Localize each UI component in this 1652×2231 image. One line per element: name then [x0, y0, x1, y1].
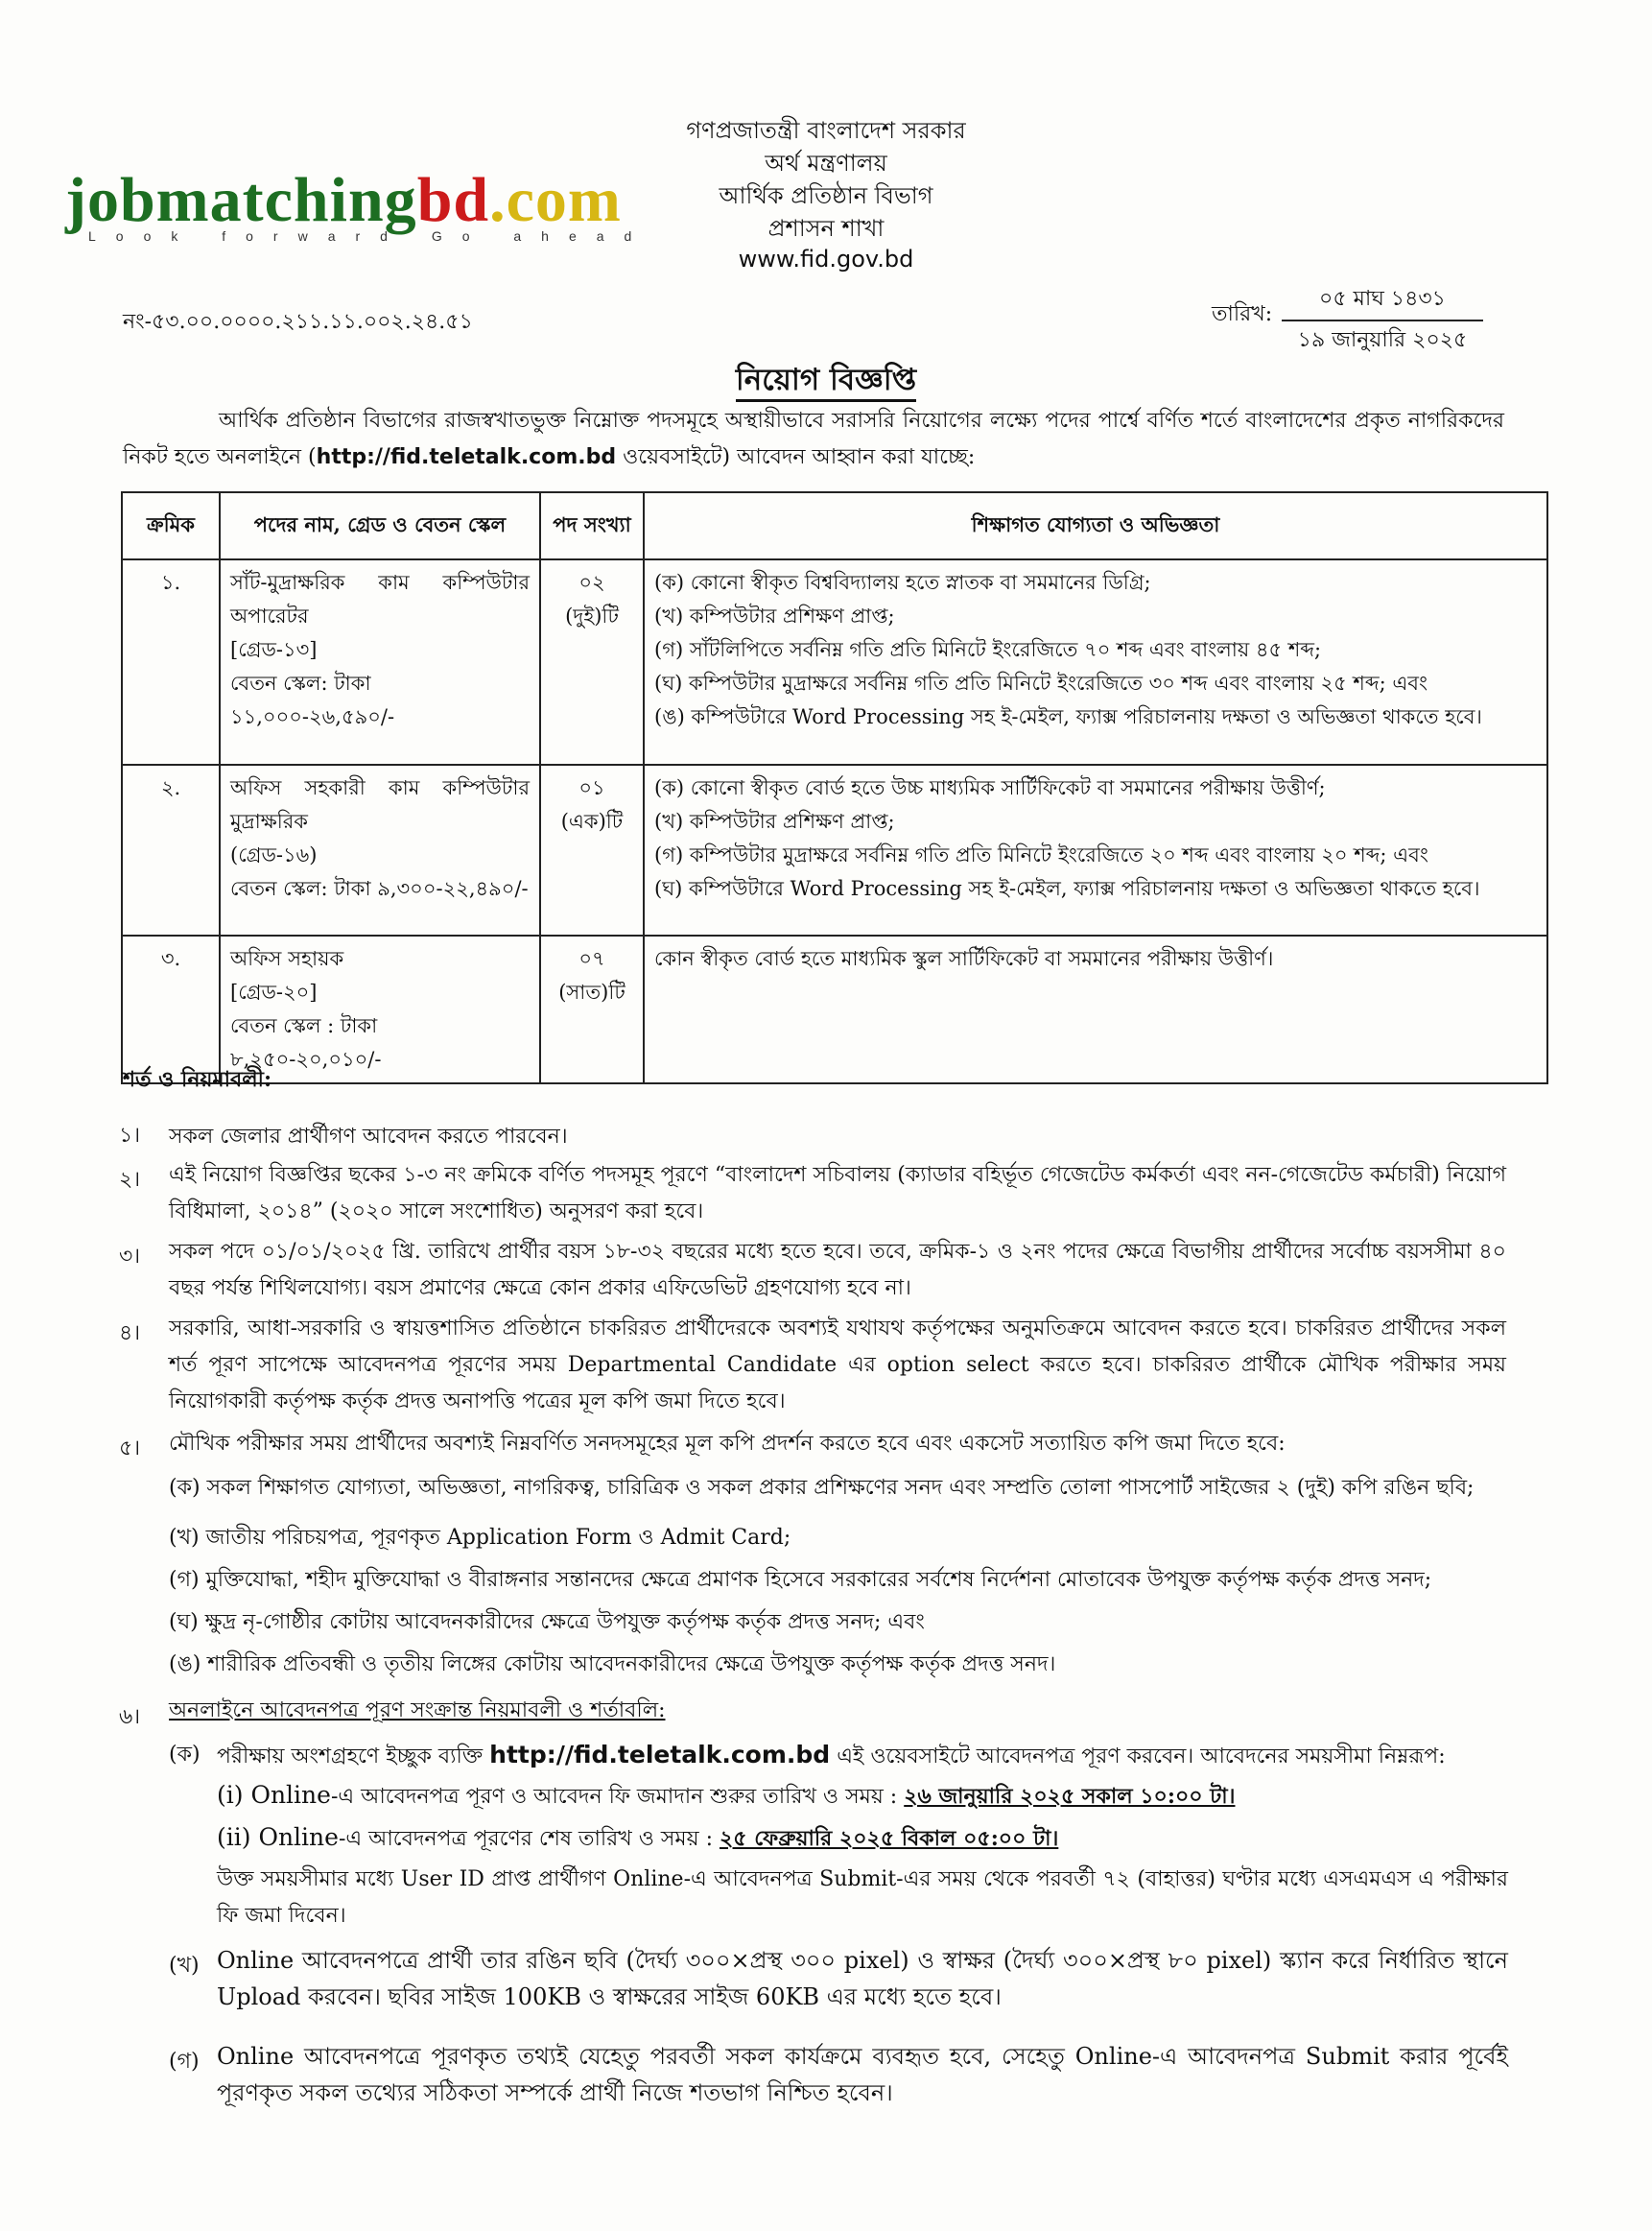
memo-number: নং-৫৩.০০.০০০০.২১১.১১.০০২.২৪.৫১	[123, 310, 473, 334]
deadline-start: (i) Online-এ আবেদনপত্র পূরণ ও আবেদন ফি জমাদান শুরুর তারিখ ও সময় : ২৬ জানুয়ারি ২০২৫ সকাল ১০:০০ টা।	[217, 1781, 1236, 1809]
condition-number: ৫।	[119, 1436, 141, 1460]
condition-number: ২।	[119, 1168, 141, 1192]
condition-5-item: (ঘ) ক্ষুদ্র নৃ-গোষ্ঠীর কোটায় আবেদনকারীদের ক্ষেত্রে উপযুক্ত কর্তৃপক্ষ কর্তৃক প্রদত্ত সনদ; এবং	[169, 1610, 925, 1634]
header-count: পদ সংখ্যা	[540, 492, 644, 559]
table-row	[122, 936, 1547, 1083]
watermark-part-a: jobmatching	[65, 165, 417, 235]
condition-number: ১।	[119, 1124, 141, 1148]
intro-paragraph: আর্থিক প্রতিষ্ঠান বিভাগের রাজস্বখাতভুক্ত নিম্নোক্ত পদসমূহে অস্থায়ীভাবে সরাসরি নিয়োগের লক্ষ্যে পদের পার্শ্বে বর্ণিত শর্তে বাংলাদেশের প্রকৃত নাগরিকদের নিকট হতে অনলাইনে (http://fid.teletalk.com.bd ওয়েবসাইটে) আবেদন আহ্বান করা যাচ্ছে:	[123, 409, 1504, 469]
header-ministry: অর্থ মন্ত্রণালয়	[765, 150, 887, 177]
row-serial: ২.	[122, 765, 220, 936]
watermark-logo	[65, 165, 622, 235]
condition-number: ৪।	[119, 1321, 141, 1345]
table-header-row	[122, 492, 1547, 559]
qualification-item: (খ) কম্পিউটার প্রশিক্ষণ প্রাপ্ত;	[654, 810, 895, 833]
post-grade: [গ্রেড-২০]	[230, 981, 318, 1004]
deadline-end: (ii) Online-এ আবেদনপত্র পূরণের শেষ তারিখ ও সময় : ২৫ ফেব্রুয়ারি ২০২৫ বিকাল ০৫:০০ টা।	[217, 1823, 1059, 1851]
condition-4: সরকারি, আধা-সরকারি ও স্বায়ত্তশাসিত প্রতিষ্ঠানে চাকরিরত প্রার্থীদেরকে অবশ্যই যথাযথ কর্তৃপক্ষের অনুমতিক্রমে আবেদন করতে হবে। চাকরিরত প্রার্থীদের সকল শর্ত পূরণ সাপেক্ষে আবেদনপত্র পূরণের সময় Departmental Candidate এর option select করতে হবে। চাকরিরত প্রার্থীকে মৌখিক পরীক্ষার সময় নিয়োগকারী কর্তৃপক্ষ কর্তৃক প্রদত্ত অনাপত্তি পত্রের মূল কপি জমা দিতে হবে।	[169, 1317, 1506, 1413]
watermark-part-b: bd	[416, 165, 490, 235]
page-title: নিয়োগ বিজ্ঞপ্তি	[0, 357, 1652, 407]
post-grade: (গ্রেড-১৬)	[230, 843, 318, 866]
condition-2: এই নিয়োগ বিজ্ঞপ্তির ছকের ১-৩ নং ক্রমিকে বর্ণিত পদসমূহ পূরণে “বাংলাদেশ সচিবালয় (ক্যাডার বহির্ভূত গেজেটেড কর্মকর্তা এবং নন-গেজেটেড কর্মচারী) নিয়োগ বিধিমালা, ২০১৪” (২০২০ সালে সংশোধিত) অনুসরণ করা হবে।	[169, 1163, 1506, 1223]
condition-6a-label: (ক)	[169, 1743, 201, 1767]
row-qualification	[644, 936, 1547, 1083]
condition-5-item: (গ) মুক্তিযোদ্ধা, শহীদ মুক্তিযোদ্ধা ও বীরাঙ্গনার সন্তানদের ক্ষেত্রে প্রমাণক হিসেবে সরকারের সর্বশেষ নির্দেশনা মোতাবেক উপযুক্ত কর্তৃপক্ষ কর্তৃক প্রদত্ত সনদ;	[169, 1568, 1432, 1592]
watermark-tagline: Look forward Go ahead	[88, 228, 652, 244]
row-count	[540, 936, 644, 1083]
conditions-heading: শর্ত ও নিয়মাবলী:	[123, 1067, 272, 1092]
header-website: www.fid.gov.bd	[738, 246, 914, 273]
post-scale: বেতন স্কেল : টাকা ৮,২৫০-২০,০১০/-	[230, 1014, 382, 1071]
date-english: ১৯ জানুয়ারি ২০২৫	[1297, 328, 1468, 352]
qualification-item: (গ) সাঁটলিপিতে সর্বনিম্ন গতি প্রতি মিনিটে ইংরেজিতে ৭০ শব্দ এবং বাংলায় ৪৫ শব্দ;	[654, 638, 1322, 661]
condition-5-item: (ঙ) শারীরিক প্রতিবন্ধী ও তৃতীয় লিঙ্গের কোটায় আবেদনকারীদের ক্ষেত্রে উপযুক্ত কর্তৃপক্ষ কর্তৃক প্রদত্ত সনদ।	[169, 1652, 1056, 1676]
condition-6c: Online আবেদনপত্রে পূরণকৃত তথ্যই যেহেতু পরবর্তী সকল কার্যক্রমে ব্যবহৃত হবে, সেহেতু Online-এ আবেদনপত্র Submit করার পূর্বেই পূরণকৃত সকল তথ্যের সঠিকতা সম্পর্কে প্রার্থী নিজে শতভাগ নিশ্চিত হবেন।	[217, 2043, 1508, 2106]
post-name: অফিস সহায়ক	[230, 947, 344, 970]
posts-table	[121, 491, 1548, 1084]
post-count-words: (সাত)টি	[558, 981, 625, 1004]
qualification-item: (গ) কম্পিউটার মুদ্রাক্ষরে সর্বনিম্ন গতি প্রতি মিনিটে ইংরেজিতে ২০ শব্দ এবং বাংলায় ২০ শব্দ; এবং	[654, 843, 1428, 866]
start-date: ২৬ জানুয়ারি ২০২৫ সকাল ১০:০০ টা।	[904, 1784, 1236, 1809]
table-row	[122, 765, 1547, 936]
header-division: আর্থিক প্রতিষ্ঠান বিভাগ	[719, 182, 933, 209]
date-box	[1282, 280, 1483, 361]
post-name: সাঁট-মুদ্রাক্ষরিক কাম কম্পিউটার অপারেটর	[230, 571, 530, 628]
row-count	[540, 559, 644, 765]
condition-6b-label: (খ)	[169, 1954, 200, 1978]
row-serial: ৩.	[122, 936, 220, 1083]
post-count-words: (এক)টি	[560, 810, 624, 833]
post-count: ০১	[578, 776, 605, 799]
header-serial: ক্রমিক	[122, 492, 220, 559]
post-scale: বেতন স্কেল: টাকা ১১,০০০-২৬,৫৯০/-	[230, 672, 395, 728]
qualification-item: (ক) কোনো স্বীকৃত বোর্ড হতে উচ্চ মাধ্যমিক সার্টিফিকেট বা সমমানের পরীক্ষায় উত্তীর্ণ;	[654, 776, 1326, 799]
row-count	[540, 765, 644, 936]
application-url: http://fid.teletalk.com.bd	[489, 1741, 831, 1768]
qualification-item: (ঙ) কম্পিউটারে Word Processing সহ ই-মেইল, ফ্যাক্স পরিচালনায় দক্ষতা ও অভিজ্ঞতা থাকতে হবে।	[654, 705, 1482, 728]
post-count: ০২	[578, 571, 605, 594]
post-scale: বেতন স্কেল: টাকা ৯,৩০০-২২,৪৯০/-	[230, 877, 529, 900]
condition-6-heading: অনলাইনে আবেদনপত্র পূরণ সংক্রান্ত নিয়মাবলী ও শর্তাবলি:	[169, 1698, 666, 1722]
row-qualification	[644, 765, 1547, 936]
condition-6a: পরীক্ষায় অংশগ্রহণে ইচ্ছুক ব্যক্তি http://fid.teletalk.com.bd এই ওয়েবসাইটে আবেদনপত্র পূরণ করবেন। আবেদনের সময়সীমা নিম্নরূপ:	[217, 1741, 1446, 1768]
date-bangla: ০৫ মাঘ ১৪৩১	[1282, 280, 1483, 321]
condition-5-item: (খ) জাতীয় পরিচয়পত্র, পূরণকৃত Application Form ও Admit Card;	[169, 1526, 791, 1550]
qualification-item: (খ) কম্পিউটার প্রশিক্ষণ প্রাপ্ত;	[654, 605, 895, 628]
header-government: গণপ্রজাতন্ত্রী বাংলাদেশ সরকার	[686, 117, 966, 144]
fee-note: উক্ত সময়সীমার মধ্যে User ID প্রাপ্ত প্রার্থীগণ Online-এ আবেদনপত্র Submit-এর সময় থেকে পরবর্তী ৭২ (বাহাত্তর) ঘণ্টার মধ্যে এসএমএস এ পরীক্ষার ফি জমা দিবেন।	[217, 1867, 1508, 1928]
row-post	[220, 765, 540, 936]
qualification-item: কোন স্বীকৃত বোর্ড হতে মাধ্যমিক স্কুল সার্টিফিকেট বা সমমানের পরীক্ষায় উত্তীর্ণ।	[654, 947, 1274, 970]
condition-5: মৌখিক পরীক্ষার সময় প্রার্থীদের অবশ্যই নিম্নবর্ণিত সনদসমূহের মূল কপি প্রদর্শন করতে হবে এবং একসেট সত্যায়িত কপি জমা দিতে হবে:	[169, 1432, 1286, 1456]
header-section: প্রশাসন শাখা	[767, 215, 885, 242]
post-count-words: (দুই)টি	[565, 605, 619, 628]
watermark-part-c: .com	[489, 165, 622, 235]
qualification-item: (ঘ) কম্পিউটারে Word Processing সহ ই-মেইল, ফ্যাক্স পরিচালনায় দক্ষতা ও অভিজ্ঞতা থাকতে হবে।	[654, 877, 1480, 900]
condition-6c-label: (গ)	[169, 2050, 200, 2074]
intro-url: http://fid.teletalk.com.bd	[316, 445, 617, 469]
qualification-item: (ক) কোনো স্বীকৃত বিশ্ববিদ্যালয় হতে স্নাতক বা সমমানের ডিগ্রি;	[654, 571, 1151, 594]
row-qualification	[644, 559, 1547, 765]
table-row	[122, 559, 1547, 765]
end-date: ২৫ ফেব্রুয়ারি ২০২৫ বিকাল ০৫:০০ টা।	[719, 1826, 1059, 1851]
condition-number: ৬।	[119, 1705, 141, 1729]
condition-number: ৩।	[119, 1245, 141, 1269]
qualification-item: (ঘ) কম্পিউটার মুদ্রাক্ষরে সর্বনিম্ন গতি প্রতি মিনিটে ইংরেজিতে ৩০ শব্দ এবং বাংলায় ২৫ শব্দ; এবং	[654, 672, 1428, 695]
condition-3: সকল পদে ০১/০১/২০২৫ খ্রি. তারিখে প্রার্থীর বয়স ১৮-৩২ বছরের মধ্যে হতে হবে। তবে, ক্রমিক-১ ও ২নং পদের ক্ষেত্রে বিভাগীয় প্রার্থীদের সর্বোচ্চ বয়সসীমা ৪০ বছর পর্যন্ত শিথিলযোগ্য। বয়স প্রমাণের ক্ষেত্রে কোন প্রকার এফিডেভিট গ্রহণযোগ্য হবে না।	[169, 1240, 1506, 1300]
row-serial: ১.	[122, 559, 220, 765]
row-post	[220, 559, 540, 765]
condition-6b: Online আবেদনপত্রে প্রার্থী তার রঙিন ছবি (দৈর্ঘ্য ৩০০×প্রস্থ ৩০০ pixel) ও স্বাক্ষর (দৈর্ঘ্য ৩০০×প্রস্থ ৮০ pixel) স্ক্যান করে নির্ধারিত স্থানে Upload করবেন। ছবির সাইজ 100KB ও স্বাক্ষরের সাইজ 60KB এর মধ্যে হতে হবে।	[217, 1947, 1508, 2010]
row-post	[220, 936, 540, 1083]
condition-5-item: (ক) সকল শিক্ষাগত যোগ্যতা, অভিজ্ঞতা, নাগরিকত্ব, চারিত্রিক ও সকল প্রকার প্রশিক্ষণের সনদ এবং সম্প্রতি তোলা পাসপোর্ট সাইজের ২ (দুই) কপি রঙিন ছবি;	[169, 1476, 1475, 1500]
post-name: অফিস সহকারী কাম কম্পিউটার মুদ্রাক্ষরিক	[230, 776, 530, 833]
post-count: ০৭	[578, 947, 605, 970]
header-qualification: শিক্ষাগত যোগ্যতা ও অভিজ্ঞতা	[644, 492, 1547, 559]
condition-1: সকল জেলার প্রার্থীগণ আবেদন করতে পারবেন।	[169, 1125, 568, 1149]
post-grade: [গ্রেড-১৩]	[230, 638, 318, 661]
header-post: পদের নাম, গ্রেড ও বেতন স্কেল	[220, 492, 540, 559]
date-label: তারিখ:	[1212, 302, 1273, 326]
